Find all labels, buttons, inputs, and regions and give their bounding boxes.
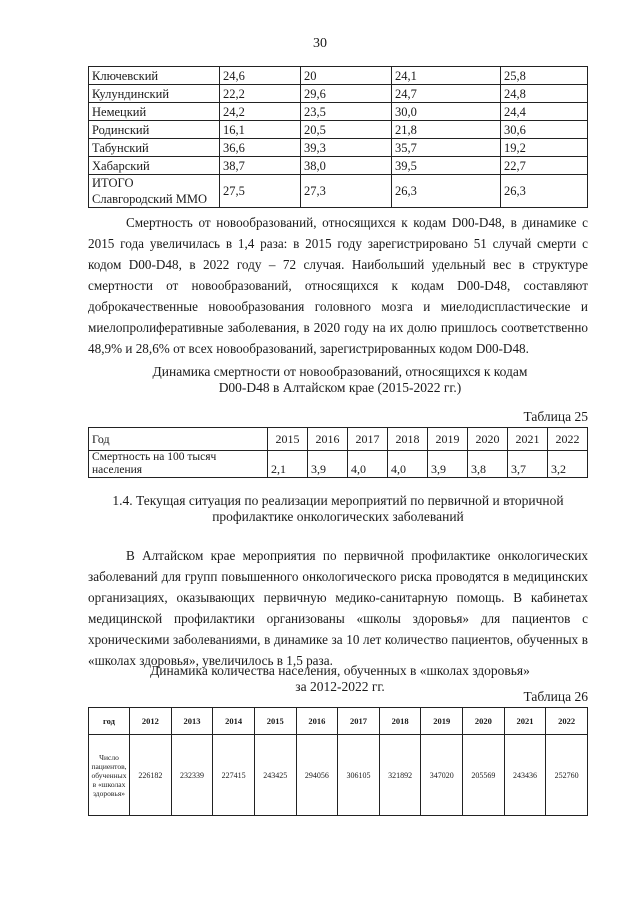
value-col2: 23,5 — [301, 103, 392, 121]
table25-year-2016: 2016 — [308, 428, 348, 451]
district-row — [89, 67, 588, 85]
district-name: Хабарский — [89, 157, 220, 175]
table26-caption-line2: за 2012-2022 гг. — [295, 679, 385, 694]
table26-value-2018: 321892 — [379, 735, 421, 816]
table26-label: Таблица 26 — [523, 689, 588, 704]
value-col1: 24,6 — [220, 67, 301, 85]
value-col3: 26,3 — [392, 175, 501, 208]
table26-year-2021: 2021 — [504, 708, 546, 735]
value-col1: 27,5 — [220, 175, 301, 208]
section-heading-1-4: 1.4. Текущая ситуация по реализации мероприятий по первичной и вторичной профилактике онкологических заболеваний — [112, 493, 564, 524]
table26-year-2012: 2012 — [130, 708, 172, 735]
table26-year-2016: 2016 — [296, 708, 338, 735]
table26-year-2018: 2018 — [379, 708, 421, 735]
value-col4: 22,7 — [501, 157, 588, 175]
table-26 — [88, 707, 588, 816]
district-row — [89, 103, 588, 121]
table26-value-2017: 306105 — [338, 735, 380, 816]
district-row — [89, 139, 588, 157]
district-name: Ключевский — [89, 67, 220, 85]
value-col4: 30,6 — [501, 121, 588, 139]
table26-value-2012: 226182 — [130, 735, 172, 816]
value-col1: 22,2 — [220, 85, 301, 103]
value-col3: 21,8 — [392, 121, 501, 139]
value-col4: 26,3 — [501, 175, 588, 208]
table26-year-2020: 2020 — [463, 708, 505, 735]
table26-value-2016: 294056 — [296, 735, 338, 816]
value-col3: 24,7 — [392, 85, 501, 103]
district-name: Родинский — [89, 121, 220, 139]
table25-year-2021: 2021 — [508, 428, 548, 451]
district-row — [89, 157, 588, 175]
table26-value-2014: 227415 — [213, 735, 255, 816]
table25-header-label: Год — [89, 428, 268, 451]
table25-value-2019: 3,9 — [428, 451, 468, 478]
table25-value-2016: 3,9 — [308, 451, 348, 478]
table26-value-2019: 347020 — [421, 735, 463, 816]
table26-value-2013: 232339 — [171, 735, 213, 816]
table-25 — [88, 427, 588, 478]
table25-caption-line1: Динамика смертности от новообразований, относящихся к кодам — [152, 364, 528, 379]
table26-year-2019: 2019 — [421, 708, 463, 735]
table25-value-2015: 2,1 — [268, 451, 308, 478]
district-name: Немецкий — [89, 103, 220, 121]
table25-year-2022: 2022 — [548, 428, 588, 451]
table26-value-2020: 205569 — [463, 735, 505, 816]
table25-year-2019: 2019 — [428, 428, 468, 451]
table26-year-2014: 2014 — [213, 708, 255, 735]
table25-value-2020: 3,8 — [468, 451, 508, 478]
value-col2: 20 — [301, 67, 392, 85]
table25-year-2018: 2018 — [388, 428, 428, 451]
district-name: ИТОГО Славгородский ММО — [89, 175, 220, 208]
paragraph-health-schools: В Алтайском крае мероприятия по первичной профилактике онкологических заболеваний для групп повышенного онкологического риска проводятся в медицинских организациях, оказывающих первичную медико-санитарную помощь. В кабинетах медицинской профилактики организованы «школы здоровья» для пациентов с хроническими заболеваниями, в динамике за 10 лет количество пациентов, обученных в «школах здоровья», увеличилось в 1,5 раза. — [88, 548, 588, 668]
value-col3: 35,7 — [392, 139, 501, 157]
value-col2: 39,3 — [301, 139, 392, 157]
value-col1: 36,6 — [220, 139, 301, 157]
table26-year-2022: 2022 — [546, 708, 588, 735]
table26-caption — [100, 663, 580, 695]
table26-value-2015: 243425 — [254, 735, 296, 816]
value-col3: 39,5 — [392, 157, 501, 175]
value-col4: 25,8 — [501, 67, 588, 85]
value-col4: 19,2 — [501, 139, 588, 157]
value-col2: 29,6 — [301, 85, 392, 103]
table25-caption — [100, 364, 580, 396]
district-name: Табунский — [89, 139, 220, 157]
table26-row-label: Число пациентов, обученных в «школах здоровья» — [89, 735, 130, 816]
table26-value-2021: 243436 — [504, 735, 546, 816]
value-col1: 24,2 — [220, 103, 301, 121]
table26-caption-line1: Динамика количества населения, обученных в «школах здоровья» — [150, 663, 530, 678]
table26-header-label: год — [89, 708, 130, 735]
value-col2: 27,3 — [301, 175, 392, 208]
district-row — [89, 175, 588, 208]
value-col3: 30,0 — [392, 103, 501, 121]
table25-row-label: Смертность на 100 тысяч населения — [89, 451, 268, 478]
table25-year-2020: 2020 — [468, 428, 508, 451]
table25-label: Таблица 25 — [523, 409, 588, 424]
table26-year-2015: 2015 — [254, 708, 296, 735]
value-col4: 24,4 — [501, 103, 588, 121]
paragraph-mortality-d00-d48: Смертность от новообразований, относящихся к кодам D00-D48, в динамике с 2015 года увеличилась в 1,4 раза: в 2015 году зарегистрировано 51 случай смерти с кодом D00-D48, в 2022 году – 72 случая. Наибольший удельный вес в структуре смертности от новообразований, относящихся к кодам D00-D48, составляют доброкачественные новообразования головного мозга и миелодиспластические и миелопролиферативные заболевания, в 2020 году на их долю пришлось соответственно 48,9% и 28,6% от всех новообразований, зарегистрированных кодом D00-D48. — [88, 215, 588, 356]
value-col1: 38,7 — [220, 157, 301, 175]
table26-year-2013: 2013 — [171, 708, 213, 735]
table26-year-2017: 2017 — [338, 708, 380, 735]
value-col1: 16,1 — [220, 121, 301, 139]
value-col4: 24,8 — [501, 85, 588, 103]
value-col2: 38,0 — [301, 157, 392, 175]
table26-value-2022: 252760 — [546, 735, 588, 816]
table25-caption-line2: D00-D48 в Алтайском крае (2015-2022 гг.) — [218, 380, 462, 395]
page-number: 30 — [313, 36, 327, 51]
value-col3: 24,1 — [392, 67, 501, 85]
districts-mortality-table — [88, 66, 588, 208]
table25-value-2021: 3,7 — [508, 451, 548, 478]
table25-year-2015: 2015 — [268, 428, 308, 451]
table25-value-2017: 4,0 — [348, 451, 388, 478]
district-row — [89, 85, 588, 103]
district-row — [89, 121, 588, 139]
table25-value-2022: 3,2 — [548, 451, 588, 478]
district-name: Кулундинский — [89, 85, 220, 103]
table25-year-2017: 2017 — [348, 428, 388, 451]
table25-value-2018: 4,0 — [388, 451, 428, 478]
value-col2: 20,5 — [301, 121, 392, 139]
